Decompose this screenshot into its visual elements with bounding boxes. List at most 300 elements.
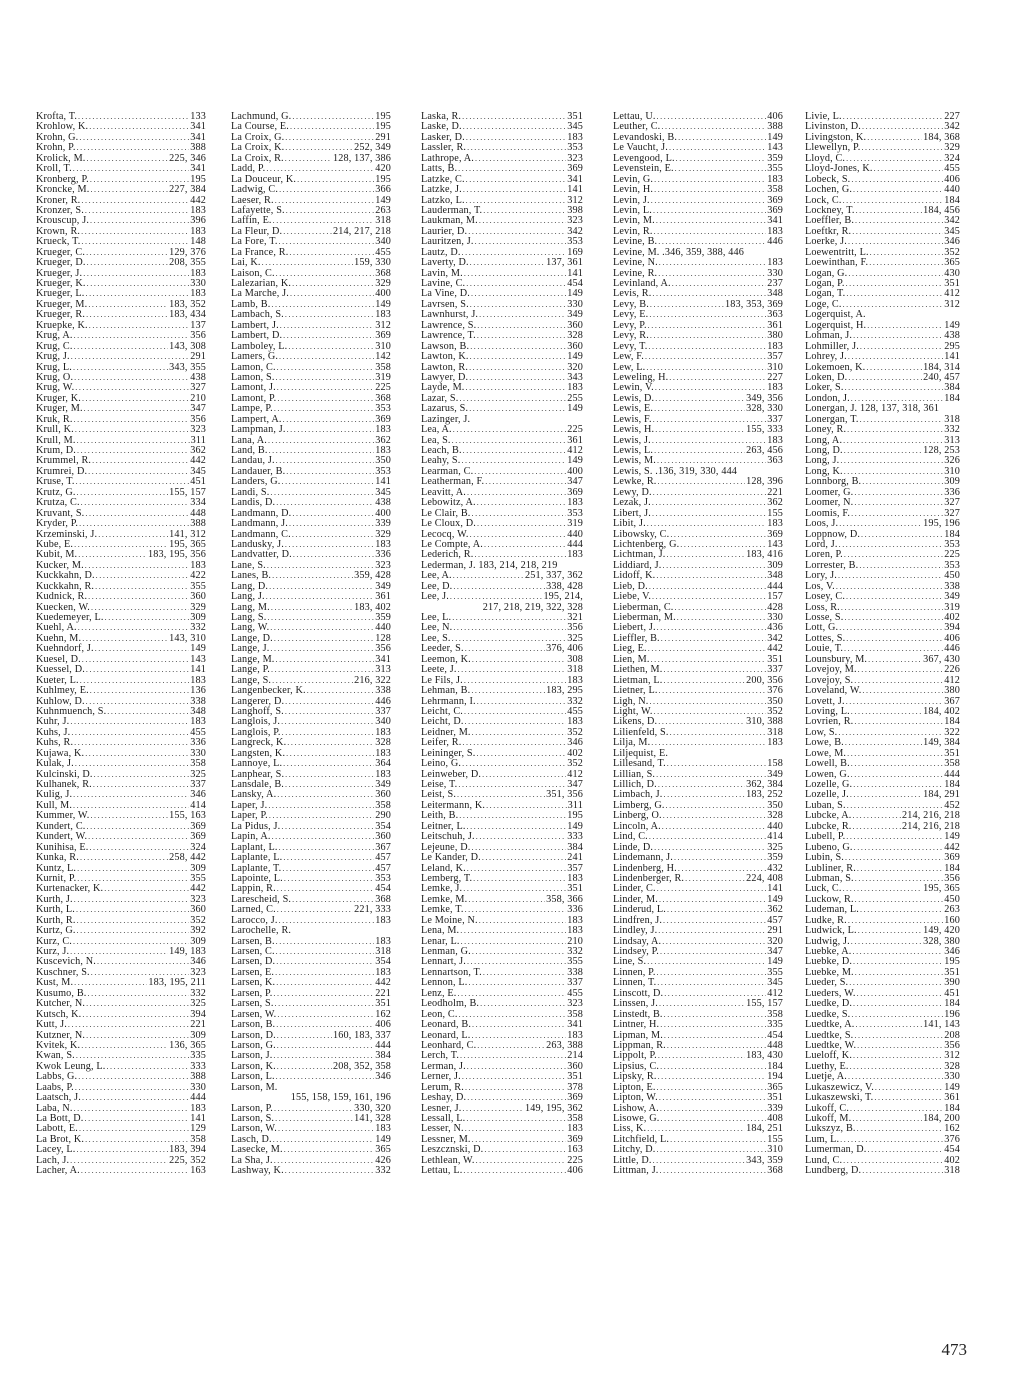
entry-pages: 369: [944, 852, 960, 864]
entry-name: Krug, O.: [36, 371, 74, 383]
leader-dots: [658, 926, 766, 936]
entry-pages: 336: [375, 549, 391, 561]
entry-name: Lieb, D.: [613, 580, 648, 592]
entry-pages: 369: [567, 1092, 583, 1104]
index-entry: [231, 926, 391, 936]
entry-name: Laske, D.: [421, 121, 462, 133]
index-entry: [805, 519, 960, 529]
entry-name: Linssen, J.: [613, 998, 658, 1010]
leader-dots: [75, 425, 189, 435]
entry-pages: 195: [375, 121, 391, 133]
entry-pages: 128: [375, 632, 391, 644]
entry-pages: 345: [190, 465, 206, 477]
leader-dots: [276, 456, 375, 466]
entry-pages: 210: [567, 935, 583, 947]
entry-pages: 143: [767, 142, 783, 154]
entry-name: Kuscevich, N.: [36, 956, 96, 968]
leader-dots: [279, 916, 375, 926]
entry-name: Krolick, M.: [36, 152, 86, 164]
leader-dots: [468, 895, 545, 905]
entry-name: Krutza, C.: [36, 497, 80, 509]
entry-pages: 155, 333: [746, 424, 783, 436]
entry-pages: 149: [375, 1133, 391, 1145]
entry-name: Leeder, S.: [421, 643, 464, 655]
entry-name: Lipman, M.: [613, 1029, 663, 1041]
entry-pages: 183: [567, 716, 583, 728]
entry-pages: 348: [767, 570, 783, 582]
entry-name: Kube, E.: [36, 538, 74, 550]
entry-pages: 183: [567, 872, 583, 884]
entry-name: Lenz, E.: [421, 987, 457, 999]
entry-pages: 442: [190, 883, 206, 895]
leader-dots: [98, 530, 168, 540]
entry-name: Lanphear, S.: [231, 768, 285, 780]
entry-name: Liljequist, E.: [613, 747, 669, 759]
entry-pages: 422: [190, 570, 206, 582]
entry-name: Lerman, J.: [421, 1060, 466, 1072]
entry-pages: 349: [944, 591, 960, 603]
entry-pages: 149: [567, 403, 583, 415]
entry-pages: 183: [567, 549, 583, 561]
entry-name: Lubeno, G.: [805, 841, 853, 853]
entry-name: Laison, C.: [231, 267, 275, 279]
leader-dots: [268, 801, 374, 811]
leader-dots: [846, 634, 943, 644]
entry-pages: 360: [190, 591, 206, 603]
leader-dots: [453, 425, 567, 435]
entry-pages: 345: [944, 225, 960, 237]
entry-name: Lindemann, J.: [613, 852, 673, 864]
leader-dots: [462, 1072, 566, 1082]
entry-pages: 195, 365: [169, 538, 206, 550]
entry-name: Lavine, C.: [421, 278, 466, 289]
entry-name: Lea, S.: [421, 434, 451, 446]
entry-pages: 360: [567, 319, 583, 331]
entry-name: Lubin, S.: [805, 852, 844, 864]
entry-name: Loren, P.: [805, 549, 843, 561]
entry-pages: 440: [567, 528, 583, 540]
entry-name: Larson, P.: [231, 1102, 273, 1114]
leader-dots: [861, 143, 943, 153]
entry-name: Kuhs, J.: [36, 726, 71, 738]
entry-pages: 368: [375, 267, 391, 279]
entry-name: Larsen, C.: [231, 946, 275, 957]
entry-pages: 149: [767, 956, 783, 968]
entry-pages: 356: [944, 872, 960, 884]
leader-dots: [839, 519, 922, 529]
leader-dots: [75, 1083, 189, 1093]
entry-name: Lamers, G.: [231, 351, 279, 363]
entry-pages: 448: [190, 507, 206, 519]
entry-name: Luebke, A.: [805, 946, 852, 957]
entry-name: Lassler, R.: [421, 142, 467, 154]
leader-dots: [462, 738, 566, 748]
entry-name: Lampert, A.: [231, 413, 282, 425]
index-column-1: [36, 112, 206, 1177]
entry-name: Laatsch, J.: [36, 1092, 81, 1104]
leader-dots: [477, 321, 566, 331]
entry-name: Kruepke, K.: [36, 319, 88, 331]
page-number: 473: [941, 1340, 967, 1359]
leader-dots: [270, 488, 374, 498]
entry-name: Lubcke, A.: [805, 810, 852, 822]
entry-name: La Marche, J.: [231, 288, 289, 300]
entry-name: Linnen, T.: [613, 977, 657, 989]
entry-name: Leitner, L.: [421, 820, 466, 832]
entry-name: Larsen, S.: [231, 998, 274, 1010]
leader-dots: [836, 582, 943, 592]
entry-name: Lind, C.: [613, 831, 648, 843]
entry-name: Lukoff, C.: [805, 1102, 850, 1114]
entry-pages: 332: [190, 622, 206, 634]
entry-pages: 318: [944, 413, 960, 425]
entry-name: Kulak, J.: [36, 758, 74, 770]
leader-dots: [470, 530, 567, 540]
entry-pages: 183, 352: [169, 298, 206, 310]
index-entry: [421, 258, 583, 268]
leader-dots: [854, 843, 944, 853]
leader-dots: [874, 1093, 943, 1103]
entry-pages: 291: [375, 131, 391, 143]
entry-pages: 412: [567, 768, 583, 780]
entry-pages: 442: [375, 977, 391, 989]
entry-name: Logerquist, A.: [805, 309, 866, 321]
leader-dots: [464, 707, 566, 717]
index-entry: [805, 425, 960, 435]
leader-dots: [476, 749, 566, 759]
leader-dots: [484, 540, 566, 550]
entry-pages: 442: [944, 841, 960, 853]
entry-pages: 363: [767, 455, 783, 467]
entry-name: Langlois, J.: [231, 716, 281, 728]
leader-dots: [667, 759, 766, 769]
leader-dots: [674, 853, 766, 863]
entry-name: Lauritzen, J.: [421, 236, 474, 248]
entry-name: Kuehndorf, J.: [36, 643, 94, 655]
entry-pages: 162: [944, 1123, 960, 1135]
entry-pages: 323: [567, 215, 583, 227]
entry-pages: 214, 216, 218: [902, 810, 960, 822]
entry-pages: 358: [190, 758, 206, 770]
entry-pages: 149, 420: [923, 925, 960, 937]
entry-pages: 351: [944, 278, 960, 289]
entry-pages: 440: [944, 184, 960, 196]
leader-dots: [471, 843, 566, 853]
entry-name: Leonhard, C.: [421, 1039, 477, 1051]
entry-name: Litchfield, L.: [613, 1133, 670, 1145]
entry-pages: 342: [944, 215, 960, 227]
leader-dots: [465, 717, 567, 727]
leader-dots: [262, 258, 354, 268]
entry-name: Larson, M.: [231, 1081, 278, 1093]
entry-pages: 208, 352, 358: [333, 1060, 391, 1072]
entry-pages: 149: [375, 194, 391, 206]
entry-pages: 183: [190, 1102, 206, 1114]
entry-pages: 141: [190, 664, 206, 676]
leader-dots: [275, 999, 375, 1009]
entry-name: Lang, S.: [231, 612, 267, 623]
entry-pages: 349: [375, 580, 391, 592]
entry-name: Loos, J.: [805, 518, 839, 530]
entry-pages: 359: [375, 612, 391, 623]
entry-pages: 136, 365: [169, 1039, 206, 1051]
leader-dots: [276, 978, 374, 988]
index-entry: [613, 1166, 783, 1176]
leader-dots: [853, 999, 943, 1009]
leader-dots: [663, 676, 745, 686]
entry-pages: 330: [944, 1071, 960, 1083]
leader-dots: [859, 561, 943, 571]
entry-pages: 376: [944, 1133, 960, 1145]
leader-dots: [453, 571, 524, 581]
entry-name: Leavitt, A.: [421, 486, 466, 498]
leader-dots: [868, 1145, 944, 1155]
index-entry: [613, 686, 783, 696]
entry-pages: 398: [567, 204, 583, 216]
entry-pages: 420: [375, 163, 391, 175]
entry-name: Lawton, K.: [421, 351, 469, 363]
entry-pages: 446: [944, 643, 960, 655]
leader-dots: [658, 269, 766, 279]
entry-name: Lowe, M.: [805, 747, 847, 759]
entry-name: Long, J.: [805, 455, 840, 467]
entry-pages: 362: [375, 434, 391, 446]
entry-pages: 327: [944, 497, 960, 509]
entry-name: Loker, S.: [805, 382, 844, 394]
entry-pages: 237: [767, 278, 783, 289]
leader-dots: [86, 665, 189, 675]
leader-dots: [472, 1020, 566, 1030]
leader-dots: [283, 759, 374, 769]
leader-dots: [77, 864, 189, 874]
entry-pages: 356: [190, 330, 206, 342]
entry-pages: 169: [567, 246, 583, 258]
leader-dots: [677, 613, 766, 623]
entry-pages: 183: [567, 925, 583, 937]
leader-dots: [469, 373, 566, 383]
leader-dots: [105, 613, 190, 623]
entry-pages: 329: [375, 528, 391, 540]
leader-dots: [858, 665, 944, 675]
entry-name: Leszcznski, D.: [421, 1144, 484, 1156]
entry-name: Lanes, B.: [231, 570, 272, 582]
leader-dots: [288, 342, 374, 352]
entry-name: Larson, W.: [231, 1123, 277, 1135]
entry-pages: 184: [944, 779, 960, 790]
entry-name: Lounsbury, M.: [805, 653, 868, 665]
entry-pages: 214, 216, 218: [902, 820, 960, 832]
leader-dots: [843, 884, 923, 894]
entry-name: Larsen, B.: [231, 935, 275, 947]
entry-name: Ladwig, C.: [231, 184, 279, 196]
leader-dots: [655, 425, 745, 435]
leader-dots: [272, 571, 353, 581]
entry-name: Krueger, K.: [36, 278, 86, 289]
entry-pages: 341: [567, 173, 583, 185]
entry-pages: 149: [375, 298, 391, 310]
entry-name: Krumrei, D.: [36, 465, 88, 477]
leader-dots: [453, 623, 566, 633]
entry-pages: 333: [190, 1060, 206, 1072]
entry-pages: 369: [190, 831, 206, 843]
entry-pages: 351: [375, 998, 391, 1010]
leader-dots: [85, 206, 189, 216]
entry-pages: 362: [767, 904, 783, 916]
entry-name: Leist, S.: [421, 789, 457, 801]
entry-pages: 351: [767, 1092, 783, 1104]
entry-name: Kryder, P.: [36, 518, 79, 530]
leader-dots: [851, 937, 922, 947]
leader-dots: [276, 937, 375, 947]
entry-name: Lee, N.: [421, 622, 453, 634]
entry-name: Krzeminski, J.: [36, 528, 98, 540]
entry-pages: 358: [375, 361, 391, 373]
leader-dots: [281, 717, 374, 727]
entry-name: Lonergan, T.: [805, 413, 859, 425]
entry-name: Lamboley, L.: [231, 340, 288, 352]
entry-pages: 358: [767, 184, 783, 196]
entry-name: Krueger, M.: [36, 298, 88, 310]
leader-dots: [281, 477, 374, 487]
entry-pages: 343, 355: [169, 361, 206, 373]
entry-name: Lavin, M.: [421, 267, 463, 279]
entry-pages: 402: [944, 1154, 960, 1166]
entry-name: Kroner, R.: [36, 194, 81, 206]
leader-dots: [477, 498, 567, 508]
entry-pages: 183: [375, 935, 391, 947]
leader-dots: [660, 1166, 767, 1176]
entry-pages: 143, 308: [169, 340, 206, 352]
index-entry: [613, 1020, 783, 1030]
entry-pages: 183: [567, 131, 583, 143]
entry-name: Lukoff, M.: [805, 1113, 852, 1124]
entry-name: Landi, S.: [231, 486, 270, 498]
leader-dots: [854, 717, 943, 727]
entry-name: Lessner, M.: [421, 1133, 471, 1145]
index-entry: [231, 185, 391, 195]
entry-pages: 183, 430: [746, 1050, 783, 1062]
leader-dots: [654, 404, 745, 414]
leader-dots: [283, 853, 374, 863]
entry-pages: 369: [567, 163, 583, 175]
entry-name: Kuhnmuench, S.: [36, 705, 107, 717]
entry-pages: 183: [375, 726, 391, 738]
leader-dots: [468, 978, 566, 988]
leader-dots: [845, 383, 944, 393]
leader-dots: [854, 676, 943, 686]
entry-name: Lipsky, R.: [613, 1071, 657, 1083]
entry-pages: 216, 322: [354, 674, 391, 686]
entry-pages: 183: [375, 424, 391, 436]
entry-name: Ludwig, J.: [805, 935, 850, 947]
entry-name: Larned, C.: [231, 904, 276, 916]
entry-pages: 448: [767, 1039, 783, 1051]
index-entry: [421, 853, 583, 863]
entry-pages: 452: [944, 799, 960, 811]
leader-dots: [654, 446, 745, 456]
entry-pages: 440: [767, 820, 783, 832]
leader-dots: [471, 686, 545, 696]
entry-name: Larsen, E.: [231, 966, 275, 978]
leader-dots: [285, 310, 374, 320]
entry-pages: 455: [567, 987, 583, 999]
leader-dots: [74, 1104, 190, 1114]
leader-dots: [483, 206, 566, 216]
leader-dots: [267, 613, 374, 623]
index-entry: [36, 592, 206, 602]
entry-name: Larson, G.: [231, 1039, 276, 1051]
leader-dots: [845, 853, 943, 863]
index-entry: [231, 1020, 391, 1030]
entry-pages: 183: [567, 1029, 583, 1041]
entry-name: Lubell, P.: [805, 831, 846, 843]
entry-pages: 384: [944, 382, 960, 394]
leader-dots: [462, 112, 566, 122]
leader-dots: [285, 770, 374, 780]
entry-pages: 194: [767, 1071, 783, 1083]
entry-name: Linderud, L.: [613, 904, 667, 916]
entry-pages: 184, 456: [923, 204, 960, 216]
leader-dots: [277, 394, 374, 404]
leader-dots: [652, 509, 766, 519]
leader-dots: [82, 634, 168, 644]
leader-dots: [96, 571, 190, 581]
entry-pages: 361: [767, 319, 783, 331]
entry-pages: 311: [190, 434, 206, 446]
entry-pages: 360: [190, 904, 206, 916]
entry-name: Lamon, S.: [231, 371, 275, 383]
entry-name: Long, A.: [805, 434, 843, 446]
entry-name: Kwan, S.: [36, 1050, 75, 1062]
entry-name: Leemon, K.: [421, 653, 471, 665]
leader-dots: [852, 811, 901, 821]
entry-pages: 341: [567, 1019, 583, 1031]
entry-pages: 406: [767, 111, 783, 122]
entry-pages: 450: [944, 893, 960, 905]
entry-pages: 408: [767, 1113, 783, 1124]
entry-name: Lovrien, R.: [805, 716, 854, 728]
leader-dots: [465, 644, 545, 654]
entry-name: Lum, L.: [805, 1133, 840, 1145]
entry-name: Langsten, K.: [231, 747, 286, 759]
entry-name: Layde, M.: [421, 382, 465, 394]
leader-dots: [651, 655, 767, 665]
entry-pages: 351: [567, 1071, 583, 1083]
index-entry: [805, 1093, 960, 1103]
leader-dots: [79, 1124, 189, 1134]
entry-name: Lee, L.: [421, 612, 452, 623]
entry-pages: 225, 352: [169, 1154, 206, 1166]
leader-dots: [107, 707, 189, 717]
entry-pages: 349: [567, 309, 583, 321]
entry-pages: 339: [375, 518, 391, 530]
entry-name: Loppnow, D.: [805, 528, 861, 540]
entry-name: Langenbecker, K.: [231, 685, 306, 697]
leader-dots: [271, 300, 374, 310]
leader-dots: [850, 1062, 944, 1072]
leader-dots: [268, 436, 374, 446]
entry-pages: 354: [375, 820, 391, 832]
entry-name: Laper, J.: [231, 799, 268, 811]
entry-pages: 129: [190, 1123, 206, 1135]
entry-name: Kubit, M.: [36, 549, 78, 561]
entry-name: Larson, L.: [231, 1071, 275, 1083]
entry-name: Lokemoen, K.: [805, 361, 866, 373]
leader-dots: [277, 363, 375, 373]
leader-dots: [287, 738, 374, 748]
entry-pages: 183: [190, 225, 206, 237]
entry-name: Lana, A.: [231, 434, 267, 446]
